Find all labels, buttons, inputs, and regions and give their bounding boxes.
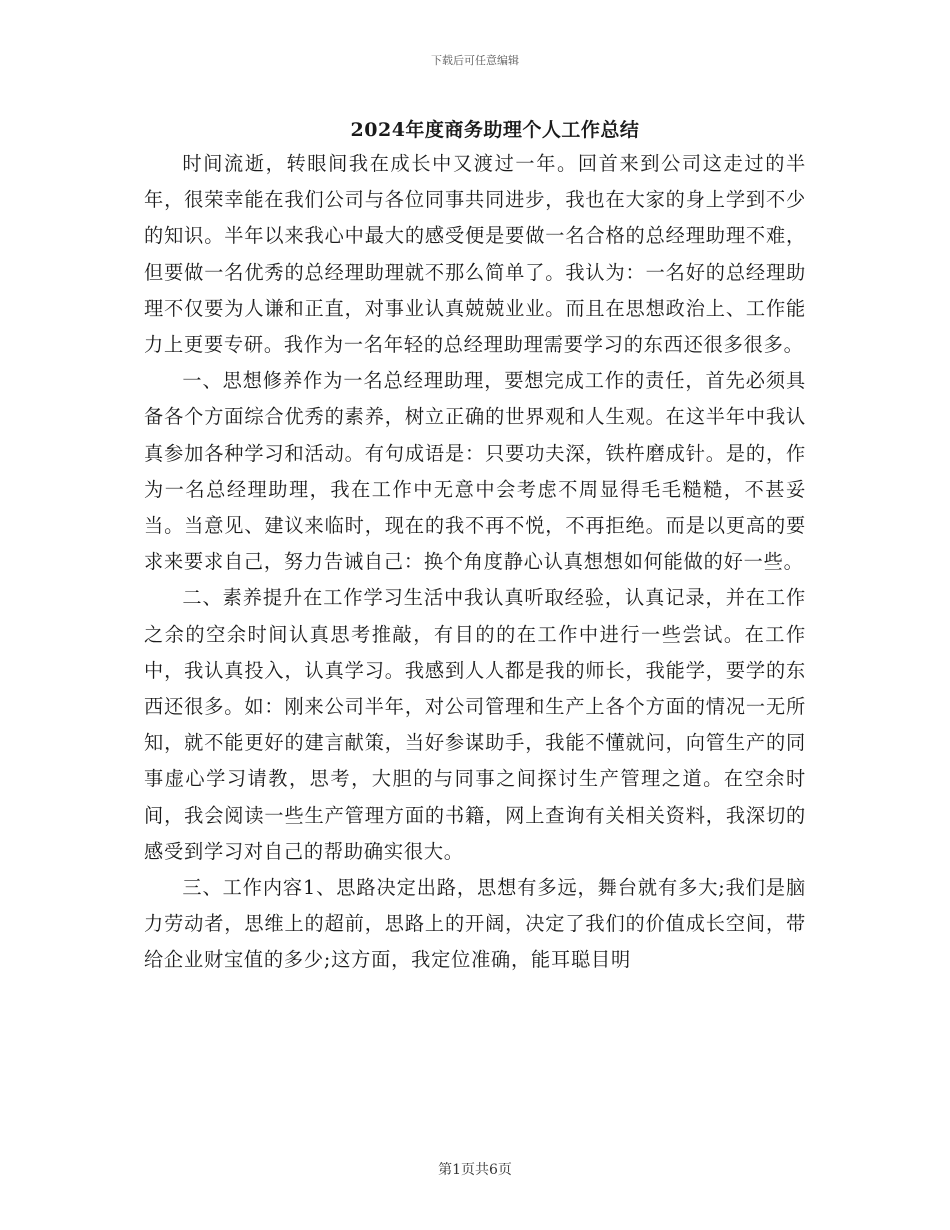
page-header-note: 下载后可任意编辑 [431, 54, 519, 67]
page-number: 第1页共6页 [438, 1162, 512, 1178]
document-title: 2024年度商务助理个人工作总结 [350, 119, 640, 141]
paragraph-intro: 时间流逝，转眼间我在成长中又渡过一年。回首来到公司这走过的半年，很荣幸能在我们公司与各位同事共同进步，我也在大家的身上学到不少的知识。半年以来我心中最大的感受便是要做一名合格的总经理助理不难，但要做一名优秀的总经理助理就不那么简单了。我认为：一名好的总经理助理不仅要为人谦和正直，对事业认真兢兢业业。而且在思想政治上、工作能力上更要专研。我作为一名年轻的总经理助理需要学习的东西还很多很多。 [144, 152, 806, 357]
paragraph-section-2: 二、素养提升在工作学习生活中我认真听取经验，认真记录，并在工作之余的空余时间认真思考推敲，有目的的在工作中进行一些尝试。在工作中，我认真投入，认真学习。我感到人人都是我的师长，我能学，要学的东西还很多。如：刚来公司半年，对公司管理和生产上各个方面的情况一无所知，就不能更好的建言献策，当好参谋助手，我能不懂就问，向管生产的同事虚心学习请教，思考，大胆的与同事之间探讨生产管理之道。在空余时间，我会阅读一些生产管理方面的书籍，网上查询有关相关资料，我深切的感受到学习对自己的帮助确实很大。 [144, 586, 806, 863]
document-body [144, 146, 806, 979]
paragraph-section-1: 一、思想修养作为一名总经理助理，要想完成工作的责任，首先必须具备各个方面综合优秀的素养，树立正确的世界观和人生观。在这半年中我认真参加各种学习和活动。有句成语是：只要功夫深，铁杵磨成针。是的，作为一名总经理助理，我在工作中无意中会考虑不周显得毛毛糙糙，不甚妥当。当意见、建议来临时，现在的我不再不悦，不再拒绝。而是以更高的要求来要求自己，努力告诫自己：换个角度静心认真想想如何能做的好一些。 [144, 369, 806, 574]
paragraph-section-3: 三、工作内容1、思路决定出路，思想有多远，舞台就有多大;我们是脑力劳动者，思维上的超前，思路上的开阔，决定了我们的价值成长空间，带给企业财宝值的多少;这方面，我定位准确，能耳聪目明 [144, 876, 806, 972]
